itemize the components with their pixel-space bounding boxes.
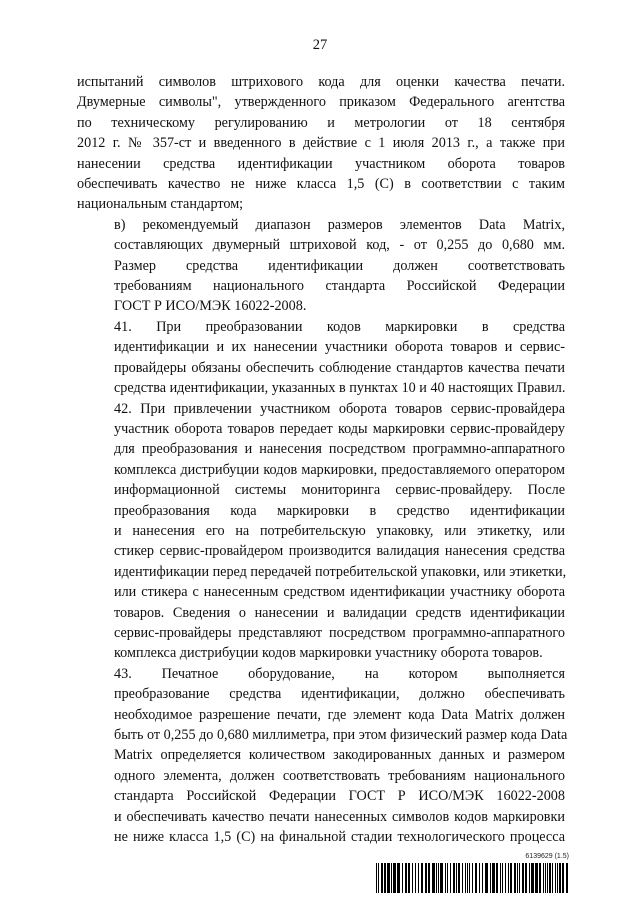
barcode-bar <box>496 863 498 893</box>
text-line: необходимое разрешение печати, где элемент кода Data Matrix должен <box>114 706 565 723</box>
text-line: по техническому регулированию и метрологии от 18 сентября <box>77 114 565 131</box>
barcode-bar <box>502 863 503 893</box>
barcode-bar <box>447 863 448 893</box>
barcode-bar <box>467 863 468 893</box>
barcode-bar <box>510 863 512 893</box>
text-line: стикер сервис-провайдером производится валидация нанесения средства <box>114 543 565 560</box>
barcode-bar <box>391 863 392 893</box>
barcode-bar <box>415 863 416 893</box>
barcode-bar <box>469 863 470 893</box>
barcode-bar <box>472 863 473 893</box>
barcode-bar <box>393 863 396 893</box>
text-line: быть от 0,255 до 0,680 миллиметра, при этом физический размер кода Data <box>114 727 568 743</box>
barcode-bar <box>485 863 488 893</box>
barcode-bar <box>376 863 377 893</box>
text-line: и обеспечивать качество печати нанесенных символов кодов маркировки <box>114 808 565 825</box>
barcode-bar <box>555 863 556 893</box>
barcode-bar <box>397 863 400 893</box>
text-line: преобразования кода маркировки в средство идентификации <box>114 502 565 519</box>
text-line: Двумерные символы", утвержденного приказом Федерального агентства <box>77 94 565 111</box>
barcode-bar <box>517 863 518 893</box>
text-line: идентификации перед передачей потребительской упаковки, или этикетки, <box>114 563 567 580</box>
barcode-bar <box>505 863 506 893</box>
barcode-bar <box>436 863 437 893</box>
text-line: или стикера с нанесенным средством идентификации участнику оборота <box>114 584 565 601</box>
text-line: одного элемента, должен соответствовать требованиям национального <box>114 767 565 784</box>
barcode-bar <box>479 863 480 893</box>
barcode-bar <box>453 863 455 893</box>
text-line: обеспечивать качество не ниже класса 1,5 (С) в соответствии с таким <box>77 176 565 193</box>
barcode-bar <box>462 863 463 893</box>
paragraph-42 <box>77 399 565 664</box>
barcode-bar <box>566 863 568 893</box>
barcode-bar <box>405 863 407 893</box>
text-line: 42. При привлечении участником оборота товаров сервис-провайдера <box>114 400 565 417</box>
barcode-bar <box>381 863 383 893</box>
barcode-bar <box>482 863 483 893</box>
barcode-bar <box>562 863 564 893</box>
barcode-bar <box>387 863 390 893</box>
barcode-caption: 6139629 (1.5) <box>525 853 569 860</box>
barcode-bar <box>440 863 443 893</box>
barcode-bar <box>465 863 466 893</box>
text-line: средства идентификации, указанных в пунктах 10 и 40 настоящих Правил. <box>114 380 566 397</box>
paragraph-41 <box>77 317 565 399</box>
barcode-bar <box>402 863 403 893</box>
paragraph-item-v <box>77 215 565 317</box>
text-line: для преобразования и нанесения посредством программно-аппаратного <box>114 441 565 458</box>
barcode-bar <box>432 863 435 893</box>
barcode-bar <box>549 863 551 893</box>
barcode-bar <box>531 863 534 893</box>
barcode-bar <box>535 863 538 893</box>
barcode-bar <box>490 863 491 893</box>
barcode-bar <box>384 863 386 893</box>
barcode-bar <box>456 863 457 893</box>
barcode-bar <box>450 863 451 893</box>
barcode-bar <box>529 863 530 893</box>
barcode-bar <box>559 863 561 893</box>
barcode-bar <box>525 863 527 893</box>
barcode-bar <box>514 863 516 893</box>
barcode-bar <box>475 863 477 893</box>
text-line: идентификации и их нанесении участники оборота товаров и сервис- <box>114 339 565 356</box>
text-line: товаров. Сведения о нанесении и валидации средств идентификации <box>114 604 565 621</box>
text-line: 41. При преобразовании кодов маркировки в средства <box>114 318 565 335</box>
barcode-bar <box>438 863 439 893</box>
barcode-bar <box>421 863 423 893</box>
text-line: провайдеры обязаны обеспечить соблюдение стандартов качества печати <box>114 359 565 376</box>
text-line: преобразование средства идентификации, должно обеспечивать <box>114 686 565 703</box>
barcode-bar <box>539 863 541 893</box>
barcode-bar <box>458 863 460 893</box>
text-line: 2012 г. № 357-ст и введенного в действие с 1 июля 2013 г., а также при <box>77 135 565 152</box>
text-line: требованиям национального стандарта Российской Федерации <box>114 278 565 295</box>
text-line: 43. Печатное оборудование, на котором выполняется <box>114 665 565 682</box>
text-line: стандарта Российской Федерации ГОСТ Р ИСО/МЭК 16022-2008 <box>114 788 565 805</box>
barcode-bar <box>500 863 501 893</box>
text-line: Размер средства идентификации должен соответствовать <box>114 257 565 274</box>
document-barcode <box>376 853 569 893</box>
barcode-bar <box>408 863 410 893</box>
text-line: нанесении средства идентификации участником оборота товаров <box>77 155 565 172</box>
paragraph-43 <box>77 664 568 848</box>
text-line: национальным стандартом; <box>77 196 244 213</box>
text-line: Matrix определяется количеством закодированных данных и размером <box>114 747 565 764</box>
text-line: ГОСТ Р ИСО/МЭК 16022-2008. <box>114 298 307 315</box>
text-line: и нанесения его на потребительскую упаковку, или этикетку, или <box>114 522 565 539</box>
text-line: составляющих двумерный штриховой код, - от 0,255 до 0,680 мм. <box>114 237 565 254</box>
page-number: 27 <box>312 37 328 53</box>
barcode-bar <box>552 863 553 893</box>
text-line: испытаний символов штрихового кода для оценки качества печати. <box>77 74 565 90</box>
text-line: комплекса дистрибуции кодов маркировки участнику оборота товаров. <box>114 645 543 662</box>
barcode-bar <box>545 863 546 893</box>
text-line: сервис-провайдеры представляют посредством программно-аппаратного <box>114 624 565 641</box>
document-body <box>77 72 568 847</box>
text-line: в) рекомендуемый диапазон размеров элементов Data Matrix, <box>114 216 565 233</box>
barcode-bar <box>428 863 430 893</box>
barcode-bar <box>492 863 495 893</box>
text-line: информационной системы мониторинга сервис-провайдеру. После <box>114 482 565 499</box>
barcode-icon <box>376 863 569 893</box>
barcode-bar <box>418 863 419 893</box>
barcode-bar <box>543 863 544 893</box>
paragraph-continuation <box>77 72 565 215</box>
barcode-bar <box>445 863 446 893</box>
text-line: комплекса дистрибуции кодов маркировки, предоставляемого оператором <box>114 461 565 478</box>
barcode-bar <box>547 863 548 893</box>
barcode-bar <box>412 863 413 893</box>
barcode-bar <box>378 863 379 893</box>
barcode-bar <box>425 863 427 893</box>
barcode-bar <box>508 863 509 893</box>
barcode-bar <box>522 863 524 893</box>
text-line: не ниже класса 1,5 (С) на финальной стадии технологического процесса <box>114 829 565 846</box>
text-line: участник оборота товаров передает коды маркировки сервис-провайдеру <box>114 420 565 437</box>
barcode-bar <box>519 863 520 893</box>
barcode-bar <box>557 863 558 893</box>
